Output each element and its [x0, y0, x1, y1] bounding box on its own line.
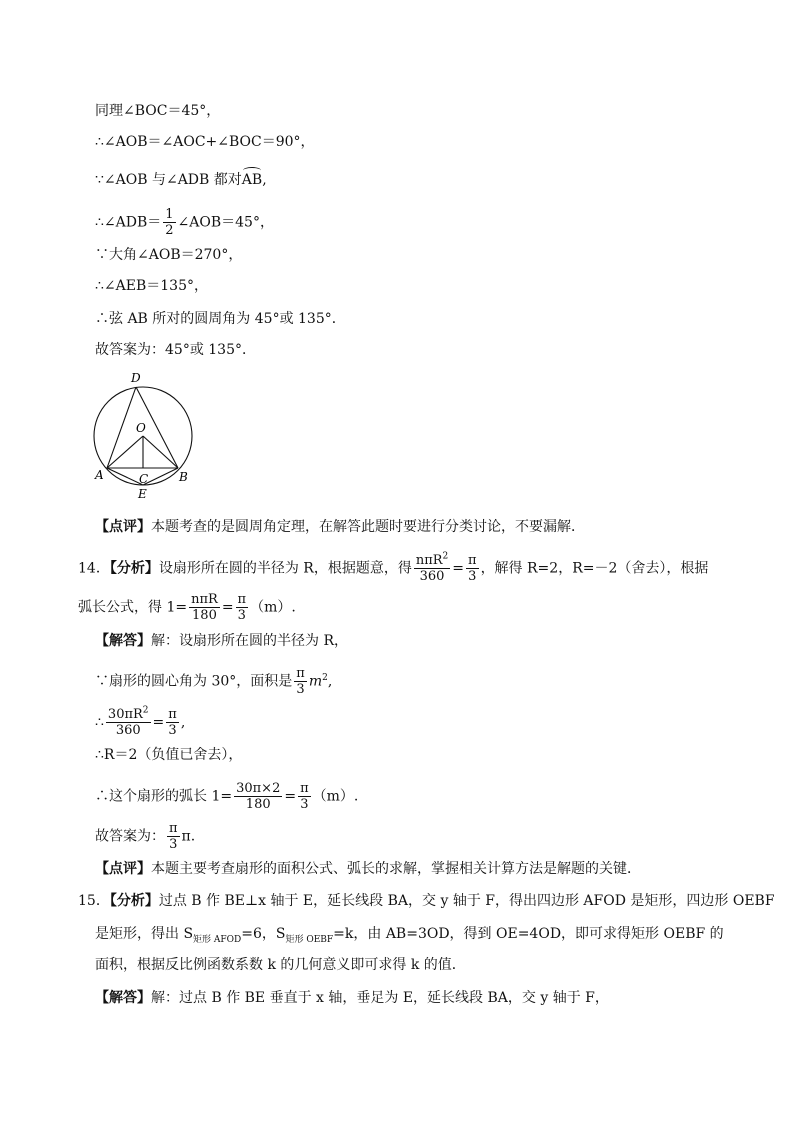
subscript: 矩形 OEBF	[285, 934, 334, 945]
text-span: 弧长公式，得 1=	[78, 599, 188, 616]
segment-ob	[143, 436, 178, 468]
fraction	[106, 707, 151, 738]
fraction	[166, 707, 179, 738]
text-span: =6，S	[241, 926, 286, 942]
q14-solution-line-5	[95, 781, 358, 812]
q15-analysis-line-1	[78, 891, 775, 911]
q15-analysis-line-2	[95, 924, 724, 944]
text-line	[95, 207, 274, 238]
text-span: ,	[180, 714, 186, 731]
subscript: 矩形 AFOD	[193, 934, 242, 945]
numerator: π	[468, 553, 477, 568]
remark-tag: 【点评】	[95, 519, 151, 535]
text-span: =	[284, 788, 297, 805]
q15-analysis-line-3: 面积，根据反比例函数系数 k 的几何意义即可求得 k 的值．	[95, 957, 466, 973]
solution-tag: 【解答】	[95, 990, 151, 1006]
denominator: 3	[168, 723, 177, 738]
fraction	[167, 821, 180, 852]
q14-solution-line-4: ∴R＝2（负值已舍去），	[95, 747, 243, 763]
label-b: B	[179, 470, 188, 484]
text-span: =	[452, 560, 465, 577]
denominator: 3	[300, 797, 309, 812]
text-span: =	[152, 714, 165, 731]
denominator: 2	[165, 223, 174, 238]
arc-ab: AB	[241, 172, 263, 188]
text-span: ,	[262, 172, 267, 188]
denominator: 360	[419, 569, 445, 584]
q15-solution-line-1	[95, 988, 609, 1008]
text-line: 故答案为：45°或 135°．	[95, 342, 256, 358]
text-span: m	[308, 673, 323, 690]
label-e: E	[138, 487, 147, 501]
text-span: ∵∠AOB 与∠ADB 都对	[95, 172, 242, 188]
q14-solution-line-1	[95, 631, 348, 651]
fraction	[234, 781, 282, 812]
fraction	[236, 592, 249, 623]
text-line: ∴∠AOB＝∠AOC+∠BOC＝90°，	[95, 134, 315, 150]
superscript: 2	[322, 672, 328, 683]
text-span: ∠AOB＝45°，	[177, 214, 274, 231]
numerator: π	[296, 666, 305, 681]
text-span: 设扇形所在圆的半径为 R，根据题意，得	[158, 560, 412, 577]
q14-remark-line	[95, 859, 641, 879]
denominator: 3	[468, 569, 477, 584]
text-span: 故答案为：	[95, 828, 165, 845]
segment-be	[143, 468, 178, 485]
label-o: O	[136, 421, 146, 435]
numerator: π	[169, 821, 178, 836]
numerator: π	[300, 781, 309, 796]
text-line	[95, 170, 267, 190]
fraction	[163, 207, 175, 238]
remark-line	[95, 517, 585, 537]
q14-solution-line-3	[95, 707, 185, 738]
text-span: π.	[181, 828, 196, 845]
numerator: π	[168, 707, 177, 722]
analysis-tag: 【分析】	[109, 893, 159, 909]
denominator: 360	[115, 723, 141, 738]
text-span: 30πR	[107, 707, 143, 722]
analysis-tag: 【分析】	[109, 560, 159, 577]
solution-tag: 【解答】	[95, 633, 151, 649]
text-span: =	[221, 599, 234, 616]
q14-analysis-line-2	[78, 592, 296, 623]
fraction	[466, 553, 479, 584]
label-a: A	[95, 468, 104, 482]
text-line: ∴弦 AB 所对的圆周角为 45°或 135°．	[95, 311, 346, 327]
denominator: 3	[169, 837, 178, 852]
label-c: C	[139, 472, 149, 486]
label-d: D	[131, 371, 141, 385]
q14-analysis-line-1	[78, 553, 708, 584]
text-span: ，解得 R=2，R=－2（舍去），根据	[480, 560, 709, 577]
text-span: ∴∠ADB＝	[95, 214, 162, 231]
text-span: nπR	[415, 553, 443, 568]
fraction	[414, 553, 450, 584]
circle-figure	[88, 368, 198, 503]
text-line: ∴∠AEB＝135°，	[95, 278, 208, 294]
q14-solution-line-2	[95, 666, 332, 697]
segment-ae	[107, 468, 143, 485]
q14-solution-line-6	[95, 821, 195, 852]
text-line: 同理∠BOC＝45°，	[95, 103, 221, 119]
numerator: nπR	[191, 592, 218, 607]
remark-text: 本题主要考查扇形的面积公式、弧长的求解，掌握相关计算方法是解题的关键．	[151, 861, 641, 877]
denominator: 180	[192, 608, 217, 623]
fraction	[294, 666, 307, 697]
denominator: 3	[296, 682, 305, 697]
fraction	[189, 592, 220, 623]
text-span: 过点 B 作 BE⊥x 轴于 E，延长线段 BA，交 y 轴于 F，得出四边形 AFOD 是矩形，四边形 OEBF	[158, 893, 775, 909]
remark-tag: 【点评】	[95, 861, 151, 877]
fraction	[298, 781, 311, 812]
text-span: 是矩形，得出 S	[95, 926, 194, 942]
remark-text: 本题考查的是圆周角定理，在解答此题时要进行分类讨论，不要漏解．	[151, 519, 585, 535]
denominator: 180	[245, 797, 271, 812]
text-span: （m）.	[312, 788, 359, 805]
superscript: 2	[142, 705, 149, 716]
text-span: 解：设扇形所在圆的半径为 R，	[151, 633, 348, 649]
text-span: ∴	[95, 714, 104, 731]
question-number: 15．	[78, 893, 110, 909]
numerator	[414, 553, 450, 569]
numerator	[106, 707, 151, 723]
text-line: ∵大角∠AOB＝270°，	[95, 247, 243, 263]
superscript: 2	[442, 551, 449, 562]
question-number: 14．	[78, 560, 110, 577]
numerator: π	[237, 592, 247, 607]
numerator: 1	[165, 207, 174, 222]
text-span: 解：过点 B 作 BE 垂直于 x 轴，垂足为 E，延长线段 BA，交 y 轴于 F，	[151, 990, 609, 1006]
text-span: （m）.	[250, 599, 296, 616]
numerator: 30π×2	[236, 781, 281, 796]
text-span: ∵扇形的圆心角为 30°，面积是	[95, 673, 293, 690]
text-span: =k，由 AB=3OD，得到 OE=4OD，即可求得矩形 OEBF 的	[333, 926, 724, 942]
text-span: ,	[327, 673, 333, 690]
text-span: ∴这个扇形的弧长 1=	[95, 788, 233, 805]
denominator: 3	[237, 608, 246, 623]
